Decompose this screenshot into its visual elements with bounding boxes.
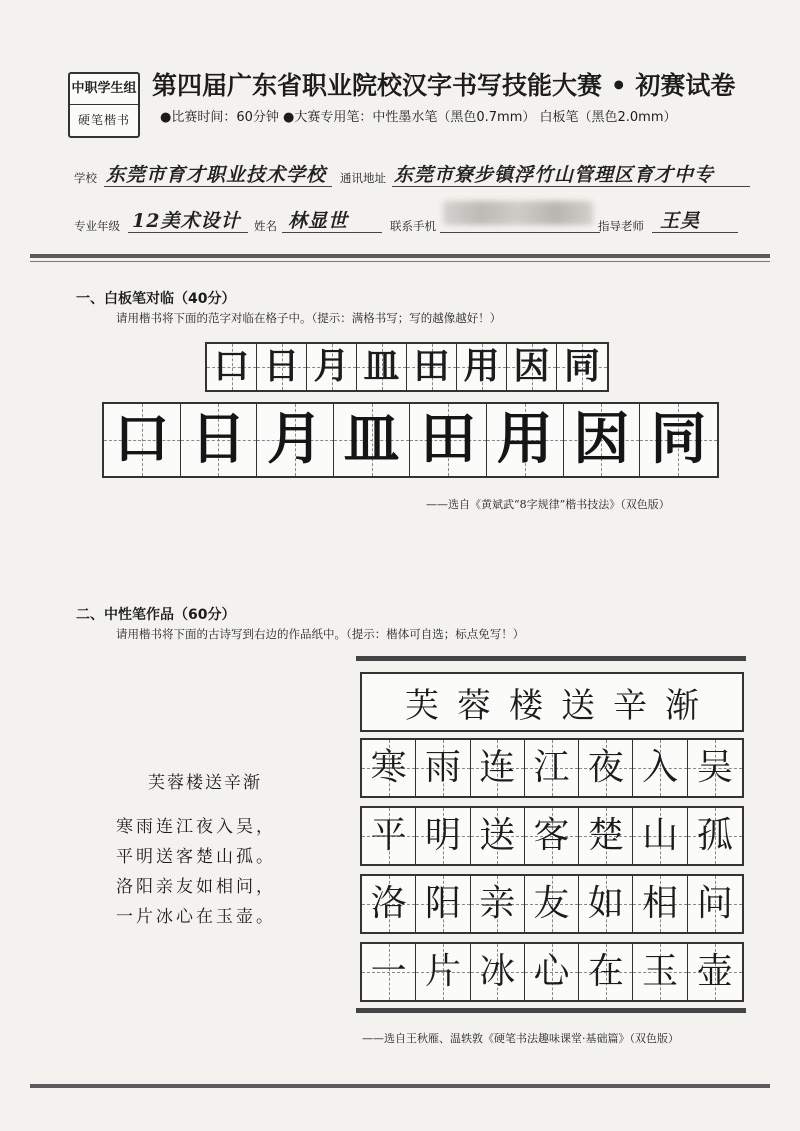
model-char-cell: 用	[457, 344, 507, 390]
poem-line: 一片冰心在玉壶。	[116, 907, 276, 927]
section2-instructions: 请用楷书将下面的古诗写到右边的作品纸中。（提示：楷体可自选；标点免写！）	[116, 627, 525, 641]
work-paper-bottom-bar	[356, 1008, 746, 1013]
major-value: 12美术设计	[132, 210, 241, 232]
paper-char-cell: 送	[471, 808, 525, 864]
poem-line: 寒雨连江夜入吴，	[116, 817, 276, 837]
paper-char-cell: 玉	[633, 944, 687, 1000]
paper-char-cell: 楚	[579, 808, 633, 864]
paper-char-cell: 问	[688, 876, 742, 932]
poem-line: 平明送客楚山孤。	[116, 847, 276, 867]
written-char-cell: 田	[410, 404, 487, 476]
phone-value-redacted	[443, 201, 593, 225]
school-value: 东莞市育才职业技术学校	[106, 164, 327, 186]
paper-char-cell: 阳	[416, 876, 470, 932]
section1-instructions: 请用楷书将下面的范字对临在格子中。（提示：满格书写；写的越像越好！）	[116, 311, 502, 325]
poem-line: 洛阳亲友如相问，	[116, 877, 276, 897]
paper-char-cell: 孤	[688, 808, 742, 864]
paper-char-cell: 寒	[362, 740, 416, 796]
paper-char-cell: 山	[633, 808, 687, 864]
header-divider	[30, 254, 770, 258]
written-chars-row	[102, 402, 719, 478]
paper-char-cell: 平	[362, 808, 416, 864]
paper-char-cell: 洛	[362, 876, 416, 932]
name-label: 姓名	[254, 219, 277, 233]
paper-char-cell: 冰	[471, 944, 525, 1000]
work-paper-title-box	[360, 672, 744, 732]
paper-char-cell: 客	[525, 808, 579, 864]
model-char-cell: 月	[307, 344, 357, 390]
paper-char-cell: 如	[579, 876, 633, 932]
paper-char-cell: 夜	[579, 740, 633, 796]
paper-char-cell: 连	[471, 740, 525, 796]
section2-source: ——选自王秋雁、温轶敦《硬笔书法趣味课堂·基础篇》（双色版）	[362, 1032, 679, 1045]
paper-char-cell: 亲	[471, 876, 525, 932]
model-char-cell: 同	[557, 344, 607, 390]
written-char-cell: 月	[257, 404, 334, 476]
model-chars-row	[205, 342, 609, 392]
exam-subtitle: ●比赛时间：60分钟 ●大赛专用笔：中性墨水笔（黑色0.7mm） 白板笔（黑色2.0mm）	[160, 110, 677, 125]
paper-char-cell: 友	[525, 876, 579, 932]
exam-title: 第四届广东省职业院校汉字书写技能大赛 • 初赛试卷	[152, 71, 736, 100]
school-label: 学校	[74, 171, 97, 185]
footer-divider	[30, 1084, 770, 1088]
paper-char-cell: 江	[525, 740, 579, 796]
badge-category-label: 硬笔楷书	[77, 113, 130, 127]
address-value: 东莞市寮步镇浮竹山管理区育才中专	[394, 164, 715, 186]
work-paper-title: 芙蓉楼送辛渐	[405, 685, 717, 726]
section1-source: ——选自《黄斌武“8字规律”楷书技法》（双色版）	[426, 498, 670, 511]
work-paper-row-2	[360, 806, 744, 866]
section2-heading: 二、中性笔作品（60分）	[76, 607, 236, 623]
section1-heading: 一、白板笔对临（40分）	[76, 291, 236, 307]
major-label: 专业年级	[74, 219, 120, 233]
model-char-cell: 口	[207, 344, 257, 390]
paper-char-cell: 在	[579, 944, 633, 1000]
work-paper-top-bar	[356, 656, 746, 661]
model-char-cell: 皿	[357, 344, 407, 390]
work-paper-row-4	[360, 942, 744, 1002]
name-value: 林显世	[288, 210, 349, 232]
teacher-value: 王昊	[660, 210, 701, 232]
work-paper-row-3	[360, 874, 744, 934]
written-char-cell: 用	[487, 404, 564, 476]
paper-char-cell: 心	[525, 944, 579, 1000]
paper-char-cell: 明	[416, 808, 470, 864]
written-char-cell: 皿	[334, 404, 411, 476]
badge-group-label: 中职学生组	[70, 74, 138, 105]
model-char-cell: 因	[507, 344, 557, 390]
written-char-cell: 日	[181, 404, 258, 476]
teacher-label: 指导老师	[598, 219, 644, 233]
paper-char-cell: 相	[633, 876, 687, 932]
paper-char-cell: 片	[416, 944, 470, 1000]
group-badge	[68, 72, 140, 138]
paper-char-cell: 入	[633, 740, 687, 796]
model-char-cell: 日	[257, 344, 307, 390]
phone-label: 联系手机	[390, 219, 436, 233]
paper-char-cell: 壶	[688, 944, 742, 1000]
written-char-cell: 因	[564, 404, 641, 476]
paper-char-cell: 一	[362, 944, 416, 1000]
written-char-cell: 口	[104, 404, 181, 476]
paper-char-cell: 吴	[688, 740, 742, 796]
address-label: 通讯地址	[340, 171, 386, 185]
written-char-cell: 同	[640, 404, 717, 476]
paper-char-cell: 雨	[416, 740, 470, 796]
header-divider-thin	[30, 261, 770, 262]
model-char-cell: 田	[407, 344, 457, 390]
poem-title: 芙蓉楼送辛渐	[148, 773, 262, 793]
work-paper-row-1	[360, 738, 744, 798]
